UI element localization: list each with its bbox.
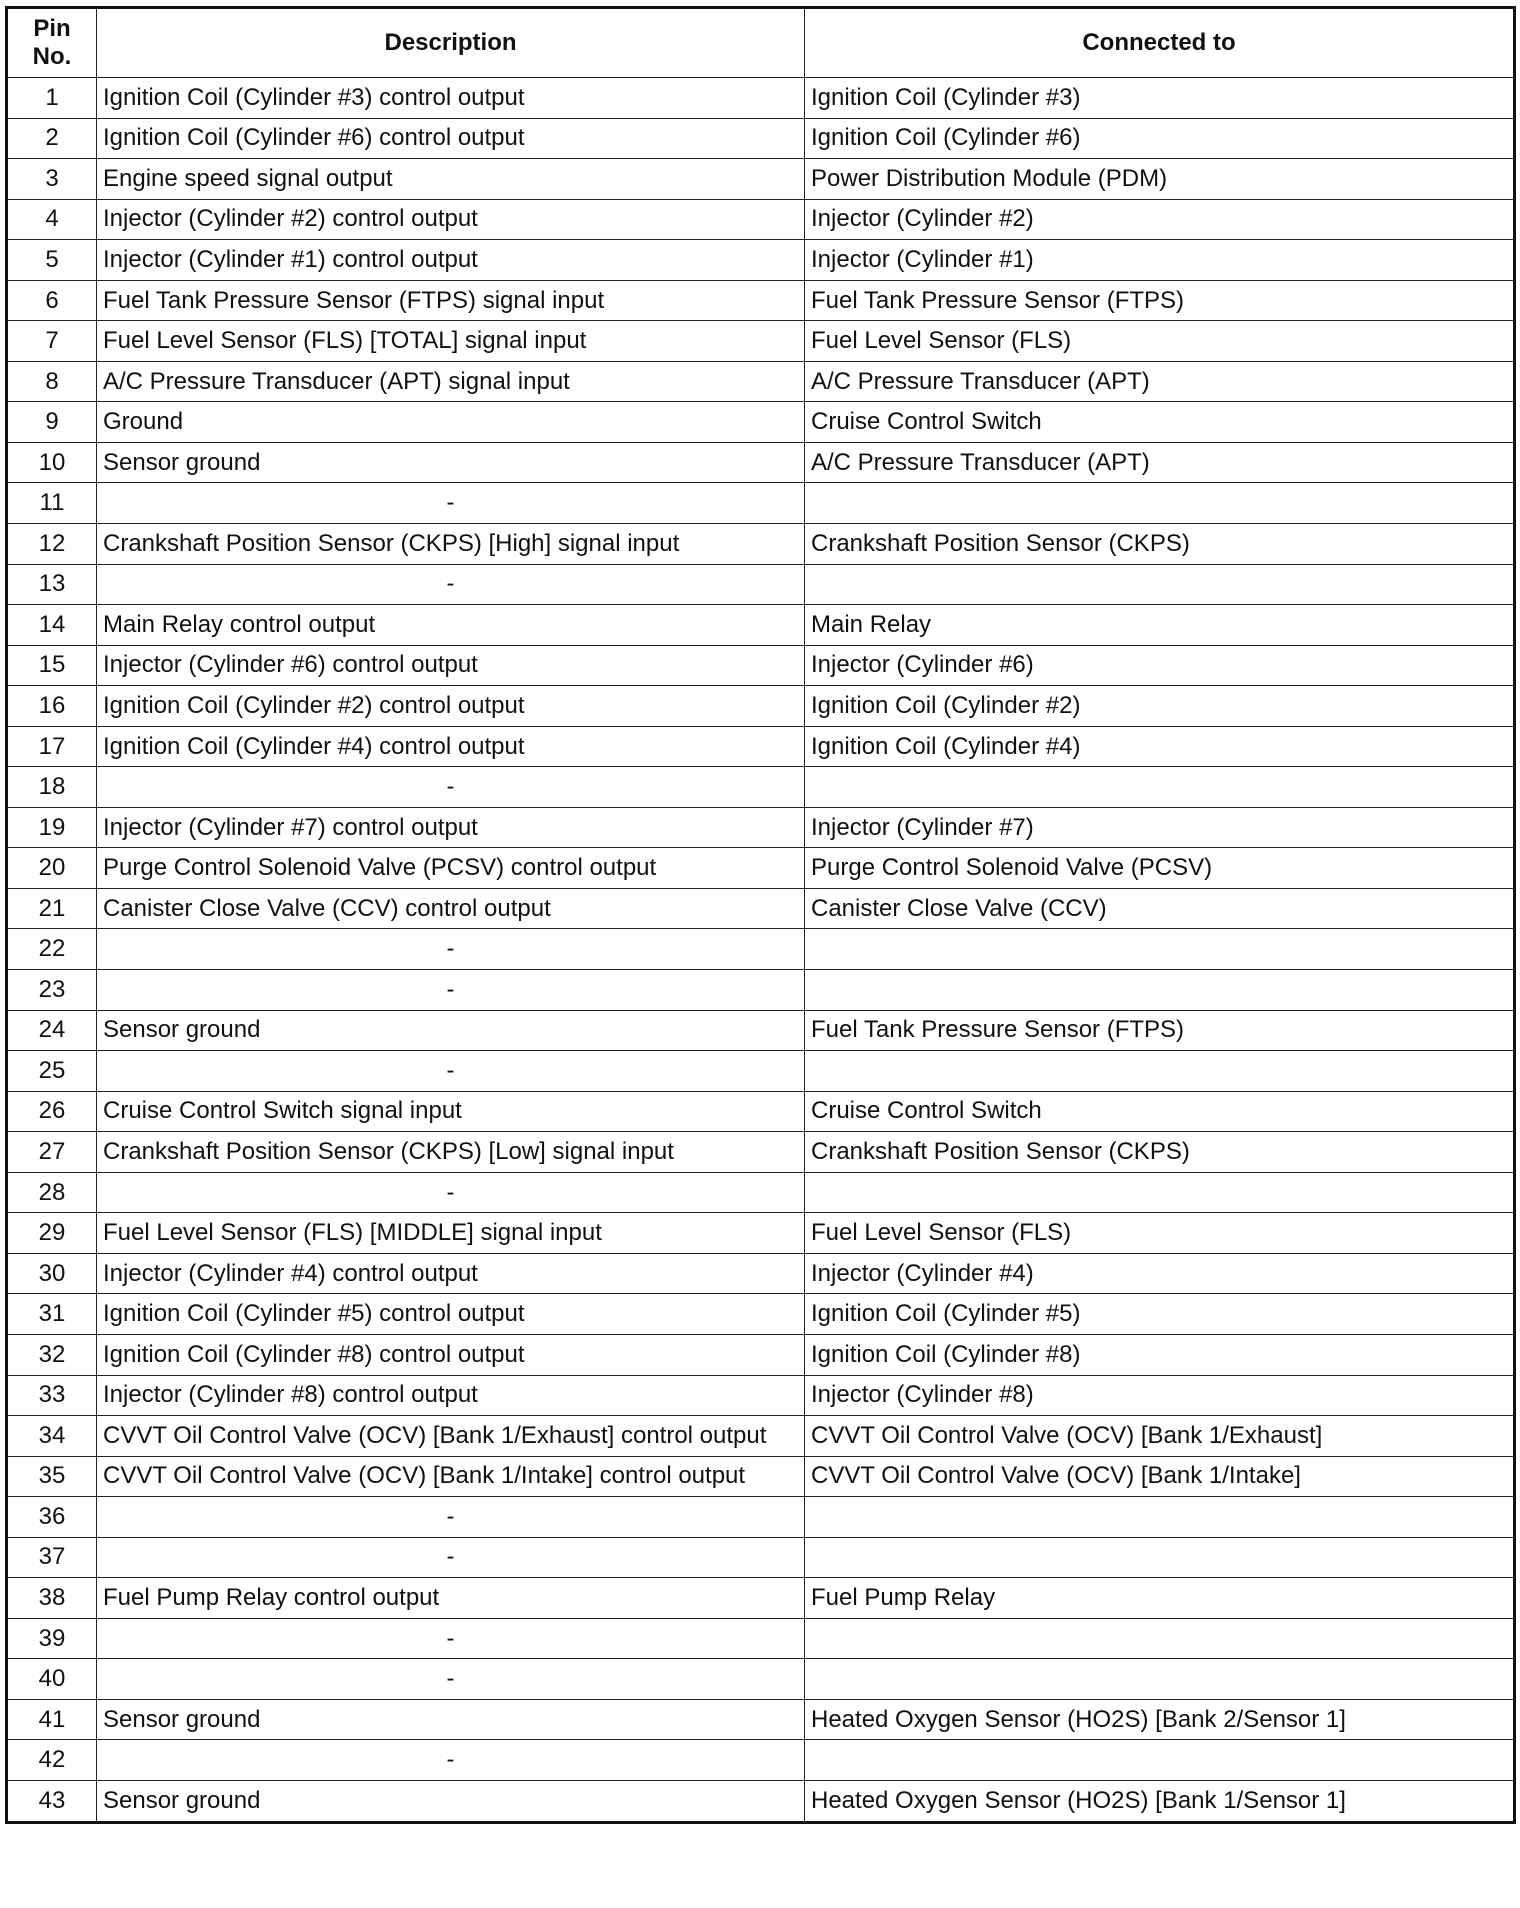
pin-connected-to: Injector (Cylinder #6) [805, 645, 1515, 686]
pin-description: CVVT Oil Control Valve (OCV) [Bank 1/Exhaust] control output [97, 1416, 805, 1457]
pin-number: 30 [7, 1253, 97, 1294]
table-row [7, 1578, 1515, 1619]
pin-description: Ignition Coil (Cylinder #3) control output [97, 78, 805, 119]
pin-number: 40 [7, 1659, 97, 1700]
pin-number: 2 [7, 118, 97, 159]
pin-description: - [97, 1537, 805, 1578]
pin-table [5, 6, 1516, 1824]
pin-number: 33 [7, 1375, 97, 1416]
pin-connected-to: Crankshaft Position Sensor (CKPS) [805, 524, 1515, 565]
pin-connected-to: Injector (Cylinder #4) [805, 1253, 1515, 1294]
pin-number: 35 [7, 1456, 97, 1497]
table-row [7, 929, 1515, 970]
pin-description: Injector (Cylinder #1) control output [97, 240, 805, 281]
pin-connected-to: A/C Pressure Transducer (APT) [805, 442, 1515, 483]
pin-connected-to [805, 767, 1515, 808]
pin-description: Main Relay control output [97, 605, 805, 646]
table-row [7, 1132, 1515, 1173]
pin-description: - [97, 1172, 805, 1213]
pin-number: 32 [7, 1334, 97, 1375]
pin-description: Sensor ground [97, 442, 805, 483]
pin-connected-to: Injector (Cylinder #1) [805, 240, 1515, 281]
table-row [7, 1253, 1515, 1294]
pin-description: Sensor ground [97, 1010, 805, 1051]
table-row [7, 686, 1515, 727]
table-row [7, 402, 1515, 443]
table-row [7, 1416, 1515, 1457]
pin-description: Ignition Coil (Cylinder #5) control output [97, 1294, 805, 1335]
table-row [7, 645, 1515, 686]
pin-description: Ignition Coil (Cylinder #2) control output [97, 686, 805, 727]
pin-connected-to [805, 1497, 1515, 1538]
pin-connected-to: Purge Control Solenoid Valve (PCSV) [805, 848, 1515, 889]
pin-connected-to: Crankshaft Position Sensor (CKPS) [805, 1132, 1515, 1173]
pin-number: 20 [7, 848, 97, 889]
pin-description: Ignition Coil (Cylinder #4) control output [97, 726, 805, 767]
pin-connected-to: Ignition Coil (Cylinder #8) [805, 1334, 1515, 1375]
pin-number: 17 [7, 726, 97, 767]
pin-connected-to: Ignition Coil (Cylinder #3) [805, 78, 1515, 119]
pin-connected-to: Ignition Coil (Cylinder #2) [805, 686, 1515, 727]
pin-description: Canister Close Valve (CCV) control output [97, 888, 805, 929]
pin-description: - [97, 929, 805, 970]
pin-number: 43 [7, 1780, 97, 1822]
table-row [7, 1334, 1515, 1375]
table-row [7, 1010, 1515, 1051]
table-row [7, 1659, 1515, 1700]
pin-description: Crankshaft Position Sensor (CKPS) [High] signal input [97, 524, 805, 565]
table-row [7, 1294, 1515, 1335]
pin-number: 31 [7, 1294, 97, 1335]
pin-number: 23 [7, 970, 97, 1011]
pin-connected-to: Ignition Coil (Cylinder #4) [805, 726, 1515, 767]
pin-connected-to [805, 970, 1515, 1011]
pin-number: 9 [7, 402, 97, 443]
table-row [7, 970, 1515, 1011]
table-row [7, 361, 1515, 402]
pin-number: 18 [7, 767, 97, 808]
pin-connected-to [805, 1740, 1515, 1781]
table-row [7, 888, 1515, 929]
pin-description: Ground [97, 402, 805, 443]
table-row [7, 726, 1515, 767]
pin-description: - [97, 970, 805, 1011]
pin-connected-to [805, 483, 1515, 524]
pin-connected-to [805, 1537, 1515, 1578]
pin-connected-to [805, 564, 1515, 605]
pin-connected-to: Injector (Cylinder #7) [805, 807, 1515, 848]
pin-number: 21 [7, 888, 97, 929]
pin-description: Injector (Cylinder #8) control output [97, 1375, 805, 1416]
table-row [7, 240, 1515, 281]
pin-number: 4 [7, 199, 97, 240]
table-row [7, 1699, 1515, 1740]
pin-number: 6 [7, 280, 97, 321]
header-connected-to: Connected to [805, 8, 1515, 78]
pin-connected-to: Canister Close Valve (CCV) [805, 888, 1515, 929]
pin-description: Engine speed signal output [97, 159, 805, 200]
pin-connected-to: Power Distribution Module (PDM) [805, 159, 1515, 200]
pin-connected-to: Fuel Level Sensor (FLS) [805, 1213, 1515, 1254]
pin-connected-to: Fuel Pump Relay [805, 1578, 1515, 1619]
pin-number: 3 [7, 159, 97, 200]
pin-connected-to: CVVT Oil Control Valve (OCV) [Bank 1/Intake] [805, 1456, 1515, 1497]
pin-description: Ignition Coil (Cylinder #8) control output [97, 1334, 805, 1375]
pin-rows [7, 78, 1515, 1823]
pin-connected-to [805, 1618, 1515, 1659]
table-row [7, 1213, 1515, 1254]
pin-number: 1 [7, 78, 97, 119]
pin-connected-to [805, 1659, 1515, 1700]
pin-connected-to: Ignition Coil (Cylinder #6) [805, 118, 1515, 159]
pin-connected-to: Fuel Tank Pressure Sensor (FTPS) [805, 1010, 1515, 1051]
pin-number: 27 [7, 1132, 97, 1173]
table-row [7, 483, 1515, 524]
pin-number: 12 [7, 524, 97, 565]
pin-description: CVVT Oil Control Valve (OCV) [Bank 1/Intake] control output [97, 1456, 805, 1497]
table-row [7, 1051, 1515, 1092]
table-row [7, 321, 1515, 362]
pin-description: A/C Pressure Transducer (APT) signal input [97, 361, 805, 402]
pin-description: Purge Control Solenoid Valve (PCSV) control output [97, 848, 805, 889]
pin-number: 5 [7, 240, 97, 281]
table-row [7, 1091, 1515, 1132]
pin-description: - [97, 1497, 805, 1538]
table-row [7, 605, 1515, 646]
pin-number: 26 [7, 1091, 97, 1132]
pin-description: Fuel Pump Relay control output [97, 1578, 805, 1619]
pin-connected-to: Injector (Cylinder #2) [805, 199, 1515, 240]
pin-description: - [97, 1051, 805, 1092]
table-row [7, 524, 1515, 565]
pin-description: Injector (Cylinder #4) control output [97, 1253, 805, 1294]
pin-description: Injector (Cylinder #6) control output [97, 645, 805, 686]
pin-number: 13 [7, 564, 97, 605]
pin-number: 39 [7, 1618, 97, 1659]
pin-connected-to: A/C Pressure Transducer (APT) [805, 361, 1515, 402]
table-row [7, 1172, 1515, 1213]
pin-connected-to: Fuel Tank Pressure Sensor (FTPS) [805, 280, 1515, 321]
pin-description: Fuel Level Sensor (FLS) [TOTAL] signal input [97, 321, 805, 362]
pin-description: Cruise Control Switch signal input [97, 1091, 805, 1132]
pin-description: Injector (Cylinder #7) control output [97, 807, 805, 848]
pin-number: 15 [7, 645, 97, 686]
table-row [7, 1375, 1515, 1416]
pin-connected-to: Cruise Control Switch [805, 402, 1515, 443]
table-row [7, 199, 1515, 240]
pin-connected-to [805, 1051, 1515, 1092]
table-row [7, 767, 1515, 808]
pin-description: - [97, 1740, 805, 1781]
pin-description: - [97, 767, 805, 808]
pin-connected-to [805, 929, 1515, 970]
pin-number: 24 [7, 1010, 97, 1051]
table-row [7, 564, 1515, 605]
pin-connected-to: Cruise Control Switch [805, 1091, 1515, 1132]
header-pin-no: Pin No. [7, 8, 97, 78]
pin-description: - [97, 1618, 805, 1659]
pin-number: 28 [7, 1172, 97, 1213]
pin-description: - [97, 1659, 805, 1700]
table-row [7, 442, 1515, 483]
table-row [7, 1456, 1515, 1497]
pin-number: 22 [7, 929, 97, 970]
pin-connected-to: Main Relay [805, 605, 1515, 646]
pin-number: 11 [7, 483, 97, 524]
table-row [7, 1618, 1515, 1659]
pin-description: Sensor ground [97, 1780, 805, 1822]
pin-description: Fuel Level Sensor (FLS) [MIDDLE] signal input [97, 1213, 805, 1254]
table-row [7, 118, 1515, 159]
pin-number: 34 [7, 1416, 97, 1457]
pin-connected-to [805, 1172, 1515, 1213]
pin-description: Fuel Tank Pressure Sensor (FTPS) signal input [97, 280, 805, 321]
pin-number: 10 [7, 442, 97, 483]
table-row [7, 1780, 1515, 1822]
table-row [7, 1740, 1515, 1781]
table-row [7, 159, 1515, 200]
pin-number: 41 [7, 1699, 97, 1740]
pin-number: 42 [7, 1740, 97, 1781]
table-row [7, 848, 1515, 889]
pin-connected-to: CVVT Oil Control Valve (OCV) [Bank 1/Exhaust] [805, 1416, 1515, 1457]
pin-connected-to: Heated Oxygen Sensor (HO2S) [Bank 2/Sensor 1] [805, 1699, 1515, 1740]
pin-connected-to: Fuel Level Sensor (FLS) [805, 321, 1515, 362]
pin-number: 19 [7, 807, 97, 848]
pin-number: 38 [7, 1578, 97, 1619]
header-row [7, 8, 1515, 78]
pin-number: 8 [7, 361, 97, 402]
header-description: Description [97, 8, 805, 78]
table-row [7, 807, 1515, 848]
pin-description: - [97, 564, 805, 605]
pin-connected-to: Injector (Cylinder #8) [805, 1375, 1515, 1416]
table-row [7, 280, 1515, 321]
pin-description: Injector (Cylinder #2) control output [97, 199, 805, 240]
table-row [7, 1497, 1515, 1538]
table-row [7, 1537, 1515, 1578]
pin-number: 7 [7, 321, 97, 362]
pin-connected-to: Heated Oxygen Sensor (HO2S) [Bank 1/Sensor 1] [805, 1780, 1515, 1822]
pin-number: 14 [7, 605, 97, 646]
pin-number: 25 [7, 1051, 97, 1092]
pin-description: Ignition Coil (Cylinder #6) control output [97, 118, 805, 159]
pin-description: - [97, 483, 805, 524]
pin-description: Crankshaft Position Sensor (CKPS) [Low] signal input [97, 1132, 805, 1173]
pin-number: 37 [7, 1537, 97, 1578]
pin-number: 36 [7, 1497, 97, 1538]
pin-number: 16 [7, 686, 97, 727]
pin-description: Sensor ground [97, 1699, 805, 1740]
pin-number: 29 [7, 1213, 97, 1254]
table-row [7, 78, 1515, 119]
pin-connected-to: Ignition Coil (Cylinder #5) [805, 1294, 1515, 1335]
